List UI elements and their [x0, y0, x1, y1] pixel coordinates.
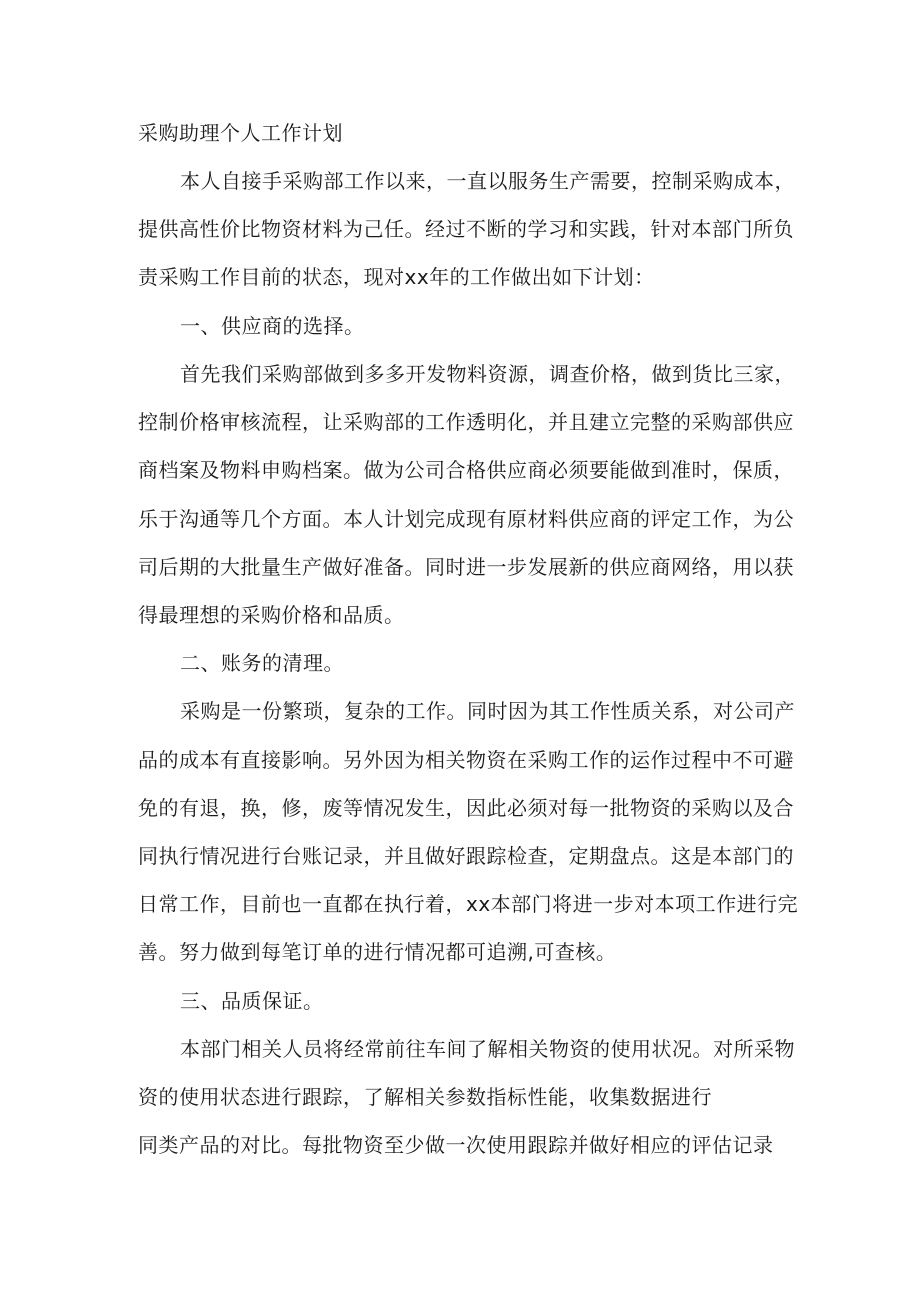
document-title: 采购助理个人工作计划 — [138, 121, 343, 145]
paragraph-line: 同执行情况进行台账记录，并且做好跟踪检查，定期盘点。这是本部门的 — [138, 844, 794, 868]
paragraph-line: 本人自接手采购部工作以来，一直以服务生产需要，控制采购成本， — [180, 169, 795, 193]
paragraph-line: 善。努力做到每笔订单的进行情况都可追溯,可查核。 — [138, 940, 617, 964]
paragraph-line: 提供高性价比物资材料为己任。经过不断的学习和实践，针对本部门所负 — [138, 217, 794, 241]
paragraph-line: 乐于沟通等几个方面。本人计划完成现有原材料供应商的评定工作，为公 — [138, 507, 794, 531]
section-heading: 二、账务的清理。 — [180, 651, 344, 675]
paragraph-line: 采购是一份繁琐，复杂的工作。同时因为其工作性质关系，对公司产 — [180, 699, 795, 723]
paragraph-line: 资的使用状态进行跟踪，了解相关参数指标性能，收集数据进行 — [138, 1085, 712, 1109]
section-heading: 一、供应商的选择。 — [180, 314, 365, 338]
paragraph-line: 司后期的大批量生产做好准备。同时进一步发展新的供应商网络，用以获 — [138, 555, 794, 579]
paragraph-line: 责采购工作目前的状态，现对xx年的工作做出如下计划： — [138, 265, 655, 289]
section-heading: 三、品质保证。 — [180, 989, 324, 1013]
paragraph-line: 免的有退，换，修，废等情况发生，因此必须对每一批物资的采购以及合 — [138, 796, 794, 820]
paragraph-line: 首先我们采购部做到多多开发物料资源，调查价格，做到货比三家， — [180, 362, 795, 386]
paragraph-line: 商档案及物料申购档案。做为公司合格供应商必须要能做到准时，保质， — [138, 458, 794, 482]
paragraph-line: 本部门相关人员将经常前往车间了解相关物资的使用状况。对所采物 — [180, 1037, 795, 1061]
paragraph-line: 得最理想的采购价格和品质。 — [138, 603, 405, 627]
paragraph-line: 品的成本有直接影响。另外因为相关物资在采购工作的运作过程中不可避 — [138, 748, 794, 772]
paragraph-line: 控制价格审核流程，让采购部的工作透明化，并且建立完整的采购部供应 — [138, 410, 794, 434]
paragraph-line: 同类产品的对比。每批物资至少做一次使用跟踪并做好相应的评估记录 — [138, 1133, 774, 1157]
paragraph-line: 日常工作，目前也一直都在执行着，xx本部门将进一步对本项工作进行完 — [138, 892, 799, 916]
